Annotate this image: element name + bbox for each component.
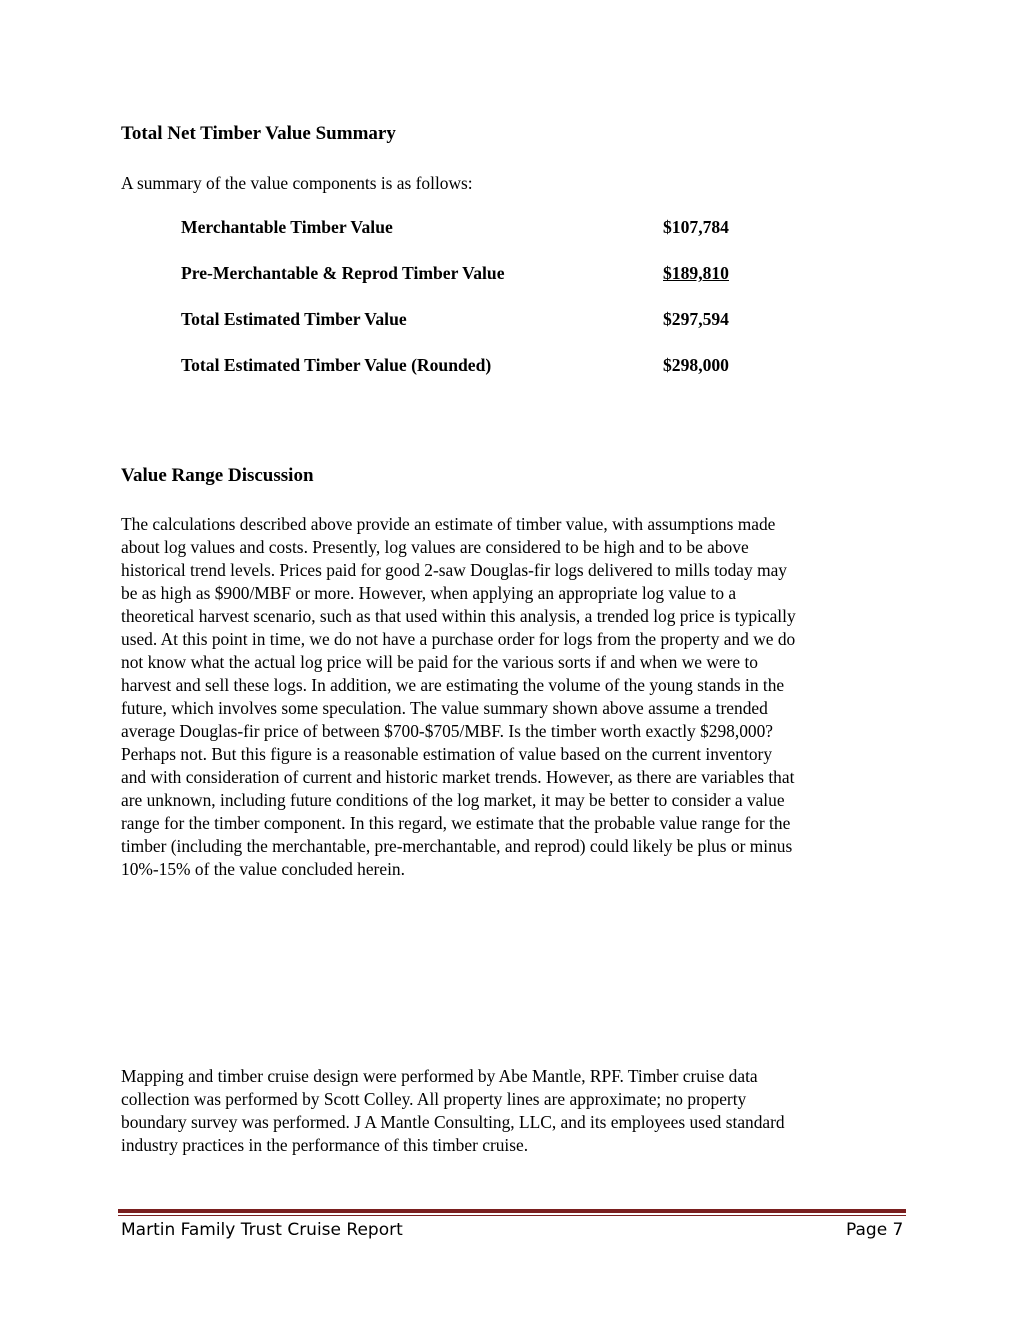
- summary-row-merchantable: [181, 217, 741, 241]
- discussion-line: harvest and sell these logs. In addition, we are estimating the volume of the young stands in the: [121, 675, 785, 695]
- credits-paragraph: [121, 1065, 911, 1157]
- discussion-line: The calculations described above provide an estimate of timber value, with assumptions made: [121, 514, 776, 534]
- row-value: $297,594: [663, 309, 729, 329]
- discussion-line: are unknown, including future conditions of the log market, it may be better to consider a value: [121, 790, 785, 810]
- discussion-line: be as high as $900/MBF or more. However, when applying an appropriate log value to a: [121, 583, 737, 603]
- footer-title: Martin Family Trust Cruise Report: [121, 1220, 403, 1240]
- footer-divider-thick: [118, 1209, 906, 1213]
- credits-line: Mapping and timber cruise design were performed by Abe Mantle, RPF. Timber cruise data: [121, 1066, 758, 1086]
- discussion-line: not know what the actual log price will be paid for the various sorts if and when we were to: [121, 652, 758, 672]
- summary-intro: A summary of the value components is as follows:: [121, 173, 473, 193]
- credits-line: collection was performed by Scott Colley. All property lines are approximate; no property: [121, 1089, 747, 1109]
- discussion-line: range for the timber component. In this regard, we estimate that the probable value range for the: [121, 813, 791, 833]
- summary-row-premerchantable: [181, 263, 741, 287]
- row-label: Pre-Merchantable & Reprod Timber Value: [181, 263, 505, 283]
- discussion-line: used. At this point in time, we do not have a purchase order for logs from the property and we do: [121, 629, 796, 649]
- discussion-line: Perhaps not. But this figure is a reasonable estimation of value based on the current inventory: [121, 744, 773, 764]
- credits-line: industry practices in the performance of this timber cruise.: [121, 1135, 529, 1155]
- discussion-line: and with consideration of current and historic market trends. However, as there are variables that: [121, 767, 795, 787]
- discussion-line: about log values and costs. Presently, log values are considered to be high and to be above: [121, 537, 749, 557]
- summary-heading: Total Net Timber Value Summary: [121, 123, 396, 144]
- discussion-line: future, which involves some speculation. The value summary shown above assume a trended: [121, 698, 768, 718]
- discussion-line: 10%-15% of the value concluded herein.: [121, 859, 405, 879]
- discussion-paragraph: [121, 513, 911, 881]
- row-label: Merchantable Timber Value: [181, 217, 393, 237]
- row-label: Total Estimated Timber Value: [181, 309, 407, 329]
- row-label: Total Estimated Timber Value (Rounded): [181, 355, 492, 375]
- footer-divider-thin: [118, 1215, 906, 1216]
- discussion-line: historical trend levels. Prices paid for good 2-saw Douglas-fir logs delivered to mills today may: [121, 560, 788, 580]
- row-value: $107,784: [663, 217, 729, 237]
- summary-row-total: [181, 309, 741, 333]
- discussion-heading: Value Range Discussion: [121, 465, 314, 486]
- discussion-line: theoretical harvest scenario, such as that used within this analysis, a trended log price is typically: [121, 606, 796, 626]
- discussion-line: timber (including the merchantable, pre-merchantable, and reprod) could likely be plus or minus: [121, 836, 793, 856]
- discussion-line: average Douglas-fir price of between $700-$705/MBF. Is the timber worth exactly $298,000?: [121, 721, 774, 741]
- page-number: Page 7: [846, 1220, 904, 1240]
- row-value: $298,000: [663, 355, 729, 375]
- credits-line: boundary survey was performed. J A Mantle Consulting, LLC, and its employees used standard: [121, 1112, 785, 1132]
- summary-row-total-rounded: [181, 355, 741, 379]
- row-value: $189,810: [663, 263, 729, 283]
